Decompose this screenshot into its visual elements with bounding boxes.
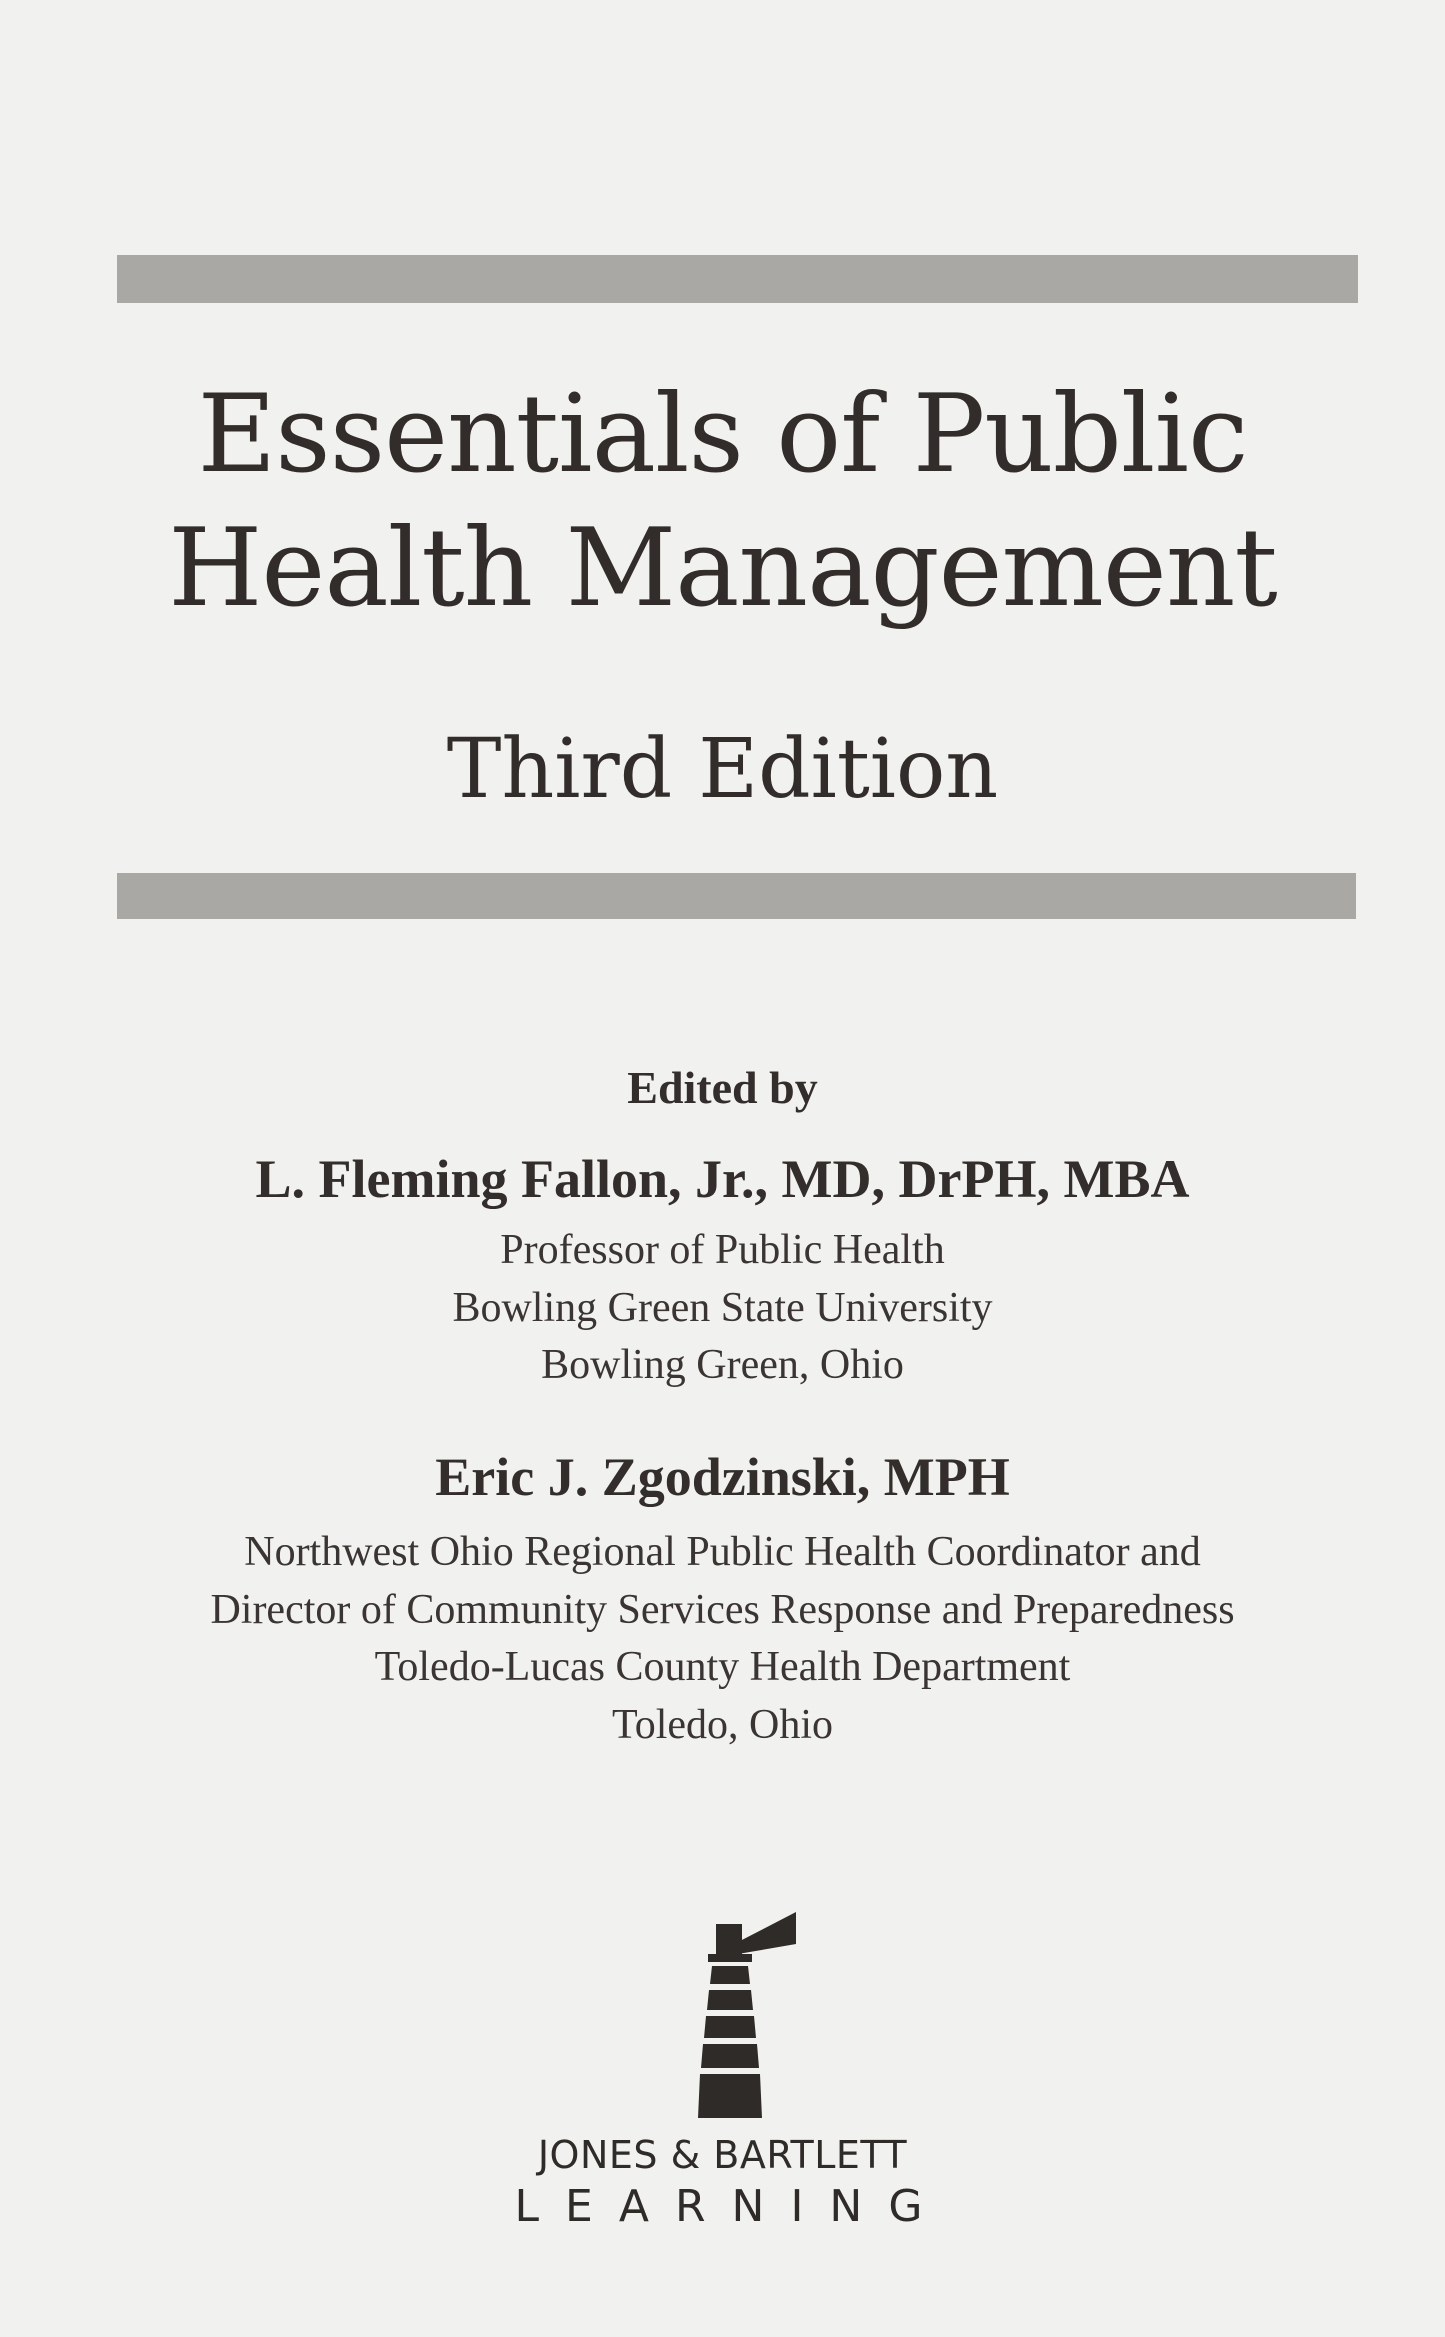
affiliation-line: Northwest Ohio Regional Public Health Coordinator and (244, 1529, 1201, 1575)
editor-name-2: Eric J. Zgodzinski, MPH (435, 1447, 1010, 1507)
edition-label: Third Edition (446, 722, 999, 817)
affiliation-line: Bowling Green State University (452, 1284, 993, 1331)
edited-by-label: Edited by (627, 1062, 818, 1113)
publisher-name-line-2: LEARNING (514, 2181, 949, 2232)
affiliation-line: Director of Community Services Response and Preparedness (210, 1586, 1235, 1633)
affiliation-line: Professor of Public Health (500, 1227, 945, 1273)
affiliation-line: Toledo-Lucas County Health Department (374, 1644, 1071, 1690)
top-rule (117, 255, 1358, 303)
book-title-line-1: Essentials of Public (197, 372, 1248, 497)
editor-name-1: L. Fleming Fallon, Jr., MD, DrPH, MBA (255, 1149, 1190, 1209)
publisher-name-line-1: JONES & BARTLETT (537, 2133, 908, 2177)
lighthouse-icon (686, 1910, 798, 2118)
book-title (0, 368, 1445, 636)
affiliation-line: Bowling Green, Ohio (541, 1342, 904, 1388)
affiliation-line: Toledo, Ohio (611, 1701, 834, 1748)
book-title-line-2: Health Management (168, 506, 1277, 631)
editor-affiliation-1 (0, 1222, 1445, 1395)
bottom-rule (117, 873, 1356, 919)
editor-affiliation-2 (0, 1524, 1445, 1754)
